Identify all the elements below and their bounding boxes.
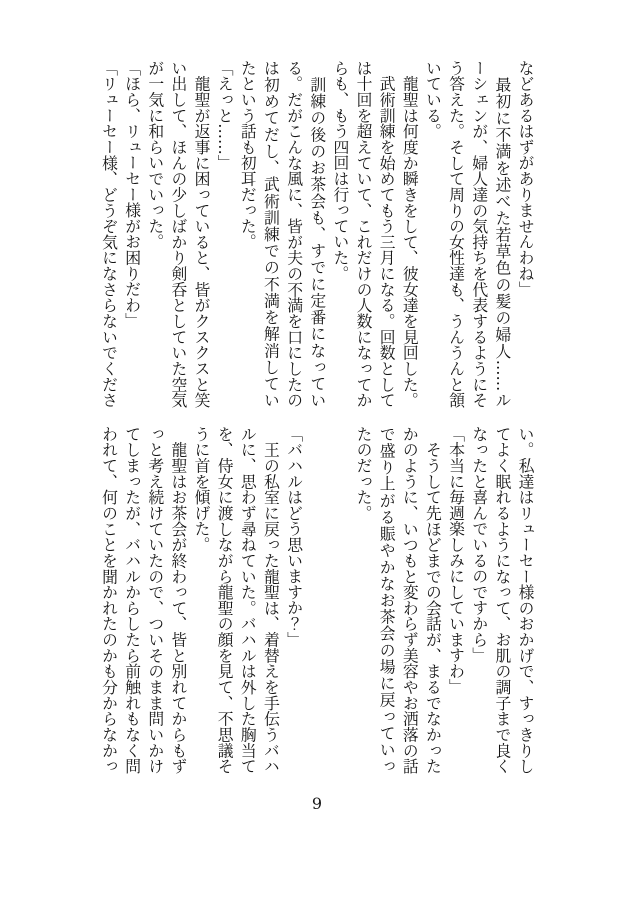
text-line: ーシェンが、婦人達の気持ちを代表するようにそ [469, 60, 489, 408]
text-line: 「バハルはどう思いますか？」 [284, 426, 304, 648]
lower-text-block [97, 426, 537, 776]
text-line: 「えっと……」 [215, 60, 235, 171]
text-line: は初めてだし、武術訓練での不満を解消してい [261, 60, 281, 408]
text-line: 王の私室に戻った龍聖は、着替えを手伝うバハ [261, 426, 281, 774]
upper-text-block [97, 60, 537, 410]
text-line: 龍聖が返事に困っていると、皆がクスクスと笑 [192, 60, 212, 408]
text-line: うに首を傾げた。 [192, 426, 212, 553]
text-line: 龍聖は何度か瞬きをして、彼女達を見回した。 [400, 60, 420, 408]
text-line: っと考え続けていたので、ついそのまま問いかけ [145, 426, 165, 774]
text-line: てよく眠れるようになって、お肌の調子まで良く [492, 426, 512, 774]
text-line: などあるはずがありませんわね」 [516, 60, 535, 297]
scene-break-spacer [306, 426, 329, 774]
text-line: そうして先ほどまでの会話が、まるでなかった [423, 426, 443, 774]
text-line: が一気に和らいでいった。 [145, 60, 165, 250]
text-line: かのように、いつもと変わらず美容やお洒落の話 [400, 426, 420, 774]
text-line: たという話も初耳だった。 [238, 60, 258, 250]
text-line: は十回を超えていて、これだけの人数になってか [354, 60, 374, 408]
text-line: 訓練の後のお茶会も、すでに定番になってい [307, 60, 327, 408]
text-line: を、侍女に渡しながら龍聖の顔を見て、不思議そ [215, 426, 235, 774]
text-line: たのだった。 [354, 426, 374, 521]
text-line: 「ほら、リューセー様がお困りだわ」 [122, 60, 142, 329]
text-line: 龍聖はお茶会が終わって、皆と別れてからもず [168, 426, 188, 774]
text-line: なったと喜んでいるのですから」 [469, 426, 489, 663]
text-line: い。私達はリューセー様のおかげで、すっきりし [516, 426, 535, 774]
text-line: 武術訓練を始めてもう三月になる。回数として [377, 60, 397, 408]
text-line: 「リューセー様、どうぞ気になさらないでくださ [99, 60, 119, 408]
text-line: われて、何のことを聞かれたのかも分からなかっ [99, 426, 119, 774]
text-line: い出して、ほんの少しばかり剣呑としていた空気 [168, 60, 188, 408]
text-line: いている。 [423, 60, 443, 139]
text-line: で盛り上がる賑やかなお茶会の場に戻っていっ [377, 426, 397, 774]
text-line: ルに、思わず尋ねていた。バハルは外した胸当て [238, 426, 258, 774]
text-line: 「本当に毎週楽しみにしていますわ」 [446, 426, 466, 695]
text-line: らも、もう四回は行っていた。 [330, 60, 350, 282]
page-number: 9 [311, 794, 323, 813]
scene-break-spacer [329, 426, 352, 774]
text-line: る。だがこんな風に、皆が夫の不満を口にしたの [284, 60, 304, 408]
text-line: う答えた。そして周りの女性達も、うんうんと頷 [446, 60, 466, 408]
text-line: 最初に不満を述べた若草色の髪の婦人……ル [492, 60, 512, 408]
text-line: てしまったが、バハルからしたら前触れもなく問 [122, 426, 142, 774]
